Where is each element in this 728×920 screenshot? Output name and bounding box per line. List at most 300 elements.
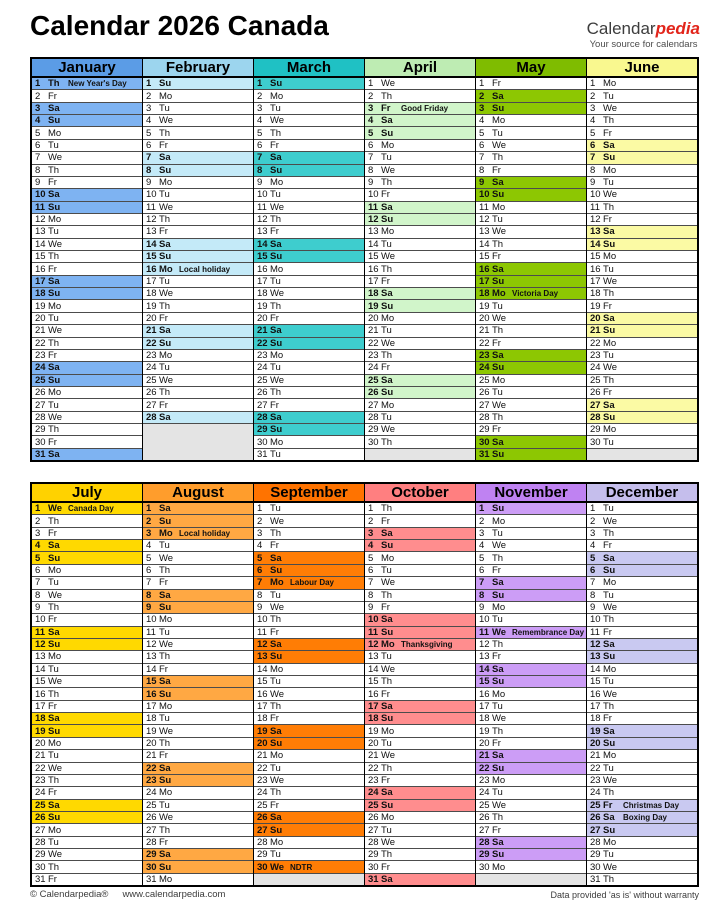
- weekday-abbr: Sa: [48, 102, 60, 114]
- day-cell-june-4: [587, 114, 697, 126]
- day-number: 21: [479, 750, 490, 762]
- weekday-abbr: Tu: [48, 226, 59, 238]
- day-number: 22: [368, 762, 379, 774]
- day-cell-may-4: [476, 114, 586, 126]
- weekday-abbr: We: [159, 115, 174, 127]
- day-number: 7: [479, 577, 485, 589]
- day-cell-march-25: [254, 374, 364, 386]
- day-cell-july-22: [32, 762, 142, 774]
- weekday-abbr: Tu: [603, 849, 614, 861]
- day-number: 3: [368, 102, 374, 114]
- weekday-abbr: Fr: [381, 775, 390, 787]
- day-cell-august-12: [143, 638, 253, 650]
- day-cell-december-13: [587, 650, 697, 662]
- weekday-abbr: Sa: [603, 226, 615, 238]
- month-column-june: [586, 59, 697, 460]
- weekday-abbr: Fr: [603, 214, 612, 226]
- day-number: 27: [35, 824, 46, 836]
- weekday-abbr: Mo: [492, 602, 506, 614]
- day-cell-january-3: [32, 102, 142, 114]
- day-number: 4: [368, 115, 374, 127]
- day-number: 1: [257, 78, 263, 90]
- day-number: 2: [368, 515, 374, 527]
- weekday-abbr: Su: [492, 503, 505, 515]
- day-number: 21: [257, 325, 268, 337]
- weekday-abbr: Th: [381, 762, 393, 774]
- day-number: 8: [146, 589, 152, 601]
- day-cell-december-31: [587, 873, 697, 885]
- day-number: 19: [368, 725, 379, 737]
- day-number: 11: [590, 626, 600, 638]
- day-number: 20: [479, 313, 490, 324]
- day-number: 21: [368, 750, 379, 762]
- day-cell-september-27: [254, 823, 364, 835]
- day-cell-november-9: [476, 601, 586, 613]
- day-cell-january-22: [32, 337, 142, 349]
- day-cell-february-16: [143, 262, 253, 274]
- weekday-abbr: We: [492, 226, 507, 238]
- weekday-abbr: We: [159, 374, 174, 386]
- weekday-abbr: Tu: [159, 626, 170, 638]
- weekday-abbr: Sa: [270, 152, 282, 164]
- day-number: 6: [590, 139, 596, 151]
- day-number: 16: [368, 688, 379, 700]
- day-cell-october-26: [365, 811, 475, 823]
- month-header-february: February: [143, 59, 253, 78]
- day-cell-february-10: [143, 188, 253, 200]
- day-cell-august-31: [143, 873, 253, 885]
- month-header-october: October: [365, 484, 475, 503]
- day-number: 20: [146, 738, 157, 749]
- day-number: 19: [257, 725, 268, 737]
- day-cell-february-4: [143, 114, 253, 126]
- day-number: 10: [35, 189, 46, 201]
- day-cell-october-18: [365, 712, 475, 724]
- day-cell-february-24: [143, 361, 253, 373]
- weekday-abbr: We: [381, 164, 396, 176]
- day-number: 7: [35, 577, 41, 589]
- weekday-abbr: We: [270, 115, 285, 127]
- footer-copyright: [30, 889, 225, 900]
- day-number: 12: [590, 214, 601, 226]
- day-number: 22: [146, 337, 157, 349]
- day-number: 25: [146, 799, 157, 811]
- weekday-abbr: Su: [492, 448, 505, 460]
- day-cell-may-9: [476, 176, 586, 188]
- weekday-abbr: Tu: [270, 676, 281, 688]
- day-number: 17: [368, 275, 379, 287]
- day-cell-february-6: [143, 139, 253, 151]
- weekday-abbr: We: [381, 78, 396, 90]
- day-number: 11: [479, 626, 490, 638]
- day-cell-july-21: [32, 749, 142, 761]
- day-number: 26: [146, 387, 157, 399]
- month-header-april: April: [365, 59, 475, 78]
- weekday-abbr: We: [492, 139, 507, 151]
- day-number: 14: [35, 238, 46, 250]
- weekday-abbr: Mo: [603, 577, 617, 589]
- day-cell-april-25: [365, 374, 475, 386]
- weekday-abbr: Mo: [159, 527, 173, 539]
- weekday-abbr: Th: [603, 201, 615, 213]
- weekday-abbr: Sa: [492, 177, 504, 189]
- weekday-abbr: Th: [159, 214, 171, 226]
- holiday-label: Canada Day: [68, 504, 114, 514]
- weekday-abbr: Su: [603, 824, 616, 836]
- day-cell-march-28: [254, 411, 364, 423]
- weekday-abbr: We: [603, 515, 618, 527]
- month-header-may: May: [476, 59, 586, 78]
- weekday-abbr: Mo: [159, 350, 173, 362]
- day-cell-june-12: [587, 213, 697, 225]
- weekday-abbr: Mo: [492, 515, 506, 527]
- day-number: 20: [257, 738, 268, 749]
- weekday-abbr: Tu: [48, 399, 59, 411]
- day-number: 3: [146, 102, 152, 114]
- day-number: 10: [479, 189, 490, 201]
- day-number: 15: [146, 676, 157, 688]
- day-cell-august-27: [143, 823, 253, 835]
- holiday-label: Victoria Day: [512, 289, 559, 299]
- day-cell-october-17: [365, 700, 475, 712]
- weekday-abbr: We: [48, 589, 63, 601]
- weekday-abbr: Su: [159, 688, 172, 700]
- day-number: 1: [590, 503, 596, 515]
- day-number: 21: [146, 750, 157, 762]
- weekday-abbr: Sa: [159, 411, 171, 423]
- day-cell-november-3: [476, 527, 586, 539]
- day-number: 30: [590, 436, 601, 448]
- day-number: 16: [590, 263, 601, 275]
- day-number: 30: [146, 861, 157, 873]
- day-number: 16: [479, 263, 490, 275]
- weekday-abbr: Th: [159, 564, 171, 576]
- day-cell-july-30: [32, 860, 142, 872]
- day-number: 21: [479, 325, 490, 337]
- day-cell-january-11: [32, 201, 142, 213]
- day-cell-july-12: [32, 638, 142, 650]
- day-cell-june-14: [587, 238, 697, 250]
- day-cell-september-26: [254, 811, 364, 823]
- day-number: 7: [146, 152, 152, 164]
- day-cell-august-29: [143, 848, 253, 860]
- day-number: 27: [368, 824, 379, 836]
- day-number: 31: [35, 873, 46, 885]
- weekday-abbr: We: [492, 540, 507, 552]
- weekday-abbr: We: [270, 288, 285, 300]
- day-cell-february-26: [143, 386, 253, 398]
- day-cell-april-8: [365, 164, 475, 176]
- day-cell-november-28: [476, 836, 586, 848]
- weekday-abbr: We: [381, 836, 396, 848]
- weekday-abbr: Fr: [381, 602, 390, 614]
- day-number: 28: [257, 411, 268, 423]
- day-cell-june-28: [587, 411, 697, 423]
- weekday-abbr: Th: [492, 238, 504, 250]
- weekday-abbr: Sa: [159, 152, 171, 164]
- day-number: 5: [257, 552, 263, 564]
- weekday-abbr: Fr: [603, 713, 612, 725]
- day-number: 22: [146, 762, 157, 774]
- day-cell-december-10: [587, 613, 697, 625]
- day-number: 18: [479, 288, 490, 300]
- weekday-abbr: Su: [270, 251, 283, 263]
- weekday-abbr: Mo: [48, 127, 62, 139]
- weekday-abbr: Su: [492, 589, 505, 601]
- weekday-abbr: Sa: [48, 540, 60, 552]
- weekday-abbr: We: [270, 688, 285, 700]
- day-cell-july-31: [32, 873, 142, 885]
- day-number: 16: [257, 688, 268, 700]
- day-cell-november-6: [476, 564, 586, 576]
- weekday-abbr: Fr: [492, 651, 501, 663]
- day-cell-october-23: [365, 774, 475, 786]
- day-number: 28: [479, 411, 490, 423]
- day-cell-july-3: [32, 527, 142, 539]
- day-number: 27: [590, 399, 601, 411]
- weekday-abbr: Tu: [48, 577, 59, 589]
- day-cell-february-18: [143, 287, 253, 299]
- day-number: 17: [35, 275, 46, 287]
- day-number: 21: [35, 750, 46, 762]
- empty-cell-november: [476, 873, 586, 885]
- weekday-abbr: Su: [492, 762, 505, 774]
- day-cell-november-21: [476, 749, 586, 761]
- day-number: 11: [368, 201, 379, 213]
- weekday-abbr: Mo: [603, 663, 617, 675]
- weekday-abbr: Tu: [270, 362, 281, 374]
- day-number: 29: [257, 424, 268, 436]
- day-number: 29: [368, 424, 379, 436]
- day-number: 28: [146, 411, 157, 423]
- day-number: 30: [35, 436, 46, 448]
- day-cell-march-24: [254, 361, 364, 373]
- day-cell-november-4: [476, 539, 586, 551]
- day-cell-september-20: [254, 737, 364, 749]
- day-cell-january-20: [32, 312, 142, 324]
- weekday-abbr: We: [492, 799, 507, 811]
- weekday-abbr: Tu: [492, 700, 503, 712]
- day-cell-may-22: [476, 337, 586, 349]
- day-number: 24: [35, 787, 46, 799]
- day-number: 27: [479, 824, 490, 836]
- weekday-abbr: Sa: [48, 713, 60, 725]
- day-number: 8: [35, 589, 41, 601]
- weekday-abbr: Fr: [381, 362, 390, 374]
- day-cell-october-9: [365, 601, 475, 613]
- day-number: 5: [146, 552, 152, 564]
- weekday-abbr: Tu: [492, 214, 503, 226]
- day-cell-june-15: [587, 250, 697, 262]
- day-cell-march-23: [254, 349, 364, 361]
- weekday-abbr: We: [603, 861, 618, 873]
- day-cell-august-6: [143, 564, 253, 576]
- weekday-abbr: Tu: [381, 325, 392, 337]
- day-number: 20: [590, 738, 601, 749]
- day-number: 18: [590, 288, 601, 300]
- day-cell-november-1: [476, 503, 586, 514]
- weekday-abbr: We: [159, 725, 174, 737]
- day-cell-october-21: [365, 749, 475, 761]
- day-number: 30: [479, 436, 490, 448]
- weekday-abbr: We: [603, 602, 618, 614]
- month-header-november: November: [476, 484, 586, 503]
- day-number: 10: [257, 614, 268, 626]
- weekday-abbr: Sa: [492, 436, 504, 448]
- weekday-abbr: Fr: [270, 313, 279, 324]
- calendar-second-half-table: [30, 482, 699, 887]
- day-cell-november-13: [476, 650, 586, 662]
- weekday-abbr: We: [48, 152, 63, 164]
- weekday-abbr: Fr: [492, 424, 501, 436]
- weekday-abbr: We: [48, 762, 63, 774]
- weekday-abbr: Sa: [381, 201, 393, 213]
- weekday-abbr: Sa: [270, 812, 282, 824]
- day-cell-november-30: [476, 860, 586, 872]
- day-number: 29: [35, 424, 46, 436]
- day-number: 23: [590, 775, 601, 787]
- day-cell-october-29: [365, 848, 475, 860]
- day-number: 12: [368, 214, 379, 226]
- day-number: 16: [146, 263, 157, 275]
- day-cell-march-30: [254, 435, 364, 447]
- day-number: 15: [479, 251, 490, 263]
- day-cell-february-14: [143, 238, 253, 250]
- weekday-abbr: Su: [159, 861, 172, 873]
- weekday-abbr: Sa: [270, 552, 282, 564]
- day-cell-january-30: [32, 435, 142, 447]
- day-number: 26: [479, 812, 490, 824]
- day-cell-july-26: [32, 811, 142, 823]
- day-number: 18: [257, 713, 268, 725]
- day-number: 7: [146, 577, 152, 589]
- day-cell-july-2: [32, 514, 142, 526]
- day-cell-june-20: [587, 312, 697, 324]
- day-cell-october-4: [365, 539, 475, 551]
- day-number: 30: [257, 861, 268, 873]
- day-cell-may-14: [476, 238, 586, 250]
- weekday-abbr: Tu: [159, 102, 170, 114]
- day-cell-march-10: [254, 188, 364, 200]
- day-cell-march-5: [254, 126, 364, 138]
- day-number: 8: [146, 164, 152, 176]
- day-cell-august-22: [143, 762, 253, 774]
- day-number: 29: [35, 849, 46, 861]
- holiday-label: Good Friday: [401, 103, 449, 113]
- weekday-abbr: Mo: [159, 177, 173, 189]
- day-cell-july-25: [32, 799, 142, 811]
- weekday-abbr: Su: [603, 325, 616, 337]
- day-cell-january-21: [32, 324, 142, 336]
- day-cell-april-1: [365, 78, 475, 89]
- weekday-abbr: Sa: [270, 725, 282, 737]
- day-number: 19: [590, 300, 601, 312]
- day-cell-july-1: [32, 503, 142, 514]
- day-cell-october-16: [365, 687, 475, 699]
- day-cell-november-5: [476, 551, 586, 563]
- empty-cell-february: [143, 435, 253, 447]
- day-number: 9: [257, 602, 263, 614]
- weekday-abbr: Fr: [48, 787, 57, 799]
- day-cell-june-30: [587, 435, 697, 447]
- weekday-abbr: Tu: [603, 503, 614, 515]
- day-number: 23: [146, 350, 157, 362]
- day-cell-september-11: [254, 626, 364, 638]
- weekday-abbr: We: [603, 102, 618, 114]
- weekday-abbr: We: [48, 325, 63, 337]
- weekday-abbr: Fr: [492, 738, 501, 749]
- weekday-abbr: Sa: [159, 503, 171, 515]
- day-cell-july-15: [32, 675, 142, 687]
- day-number: 25: [257, 799, 268, 811]
- day-cell-september-7: [254, 576, 364, 588]
- day-number: 13: [590, 651, 601, 663]
- day-number: 17: [479, 700, 490, 712]
- day-cell-september-25: [254, 799, 364, 811]
- day-cell-november-16: [476, 687, 586, 699]
- day-number: 26: [257, 387, 268, 399]
- day-cell-december-21: [587, 749, 697, 761]
- website-link[interactable]: www.calendarpedia.com: [122, 889, 226, 900]
- day-number: 18: [146, 713, 157, 725]
- day-cell-march-13: [254, 225, 364, 237]
- day-number: 15: [590, 251, 601, 263]
- holiday-label: Christmas Day: [623, 800, 680, 810]
- day-cell-july-9: [32, 601, 142, 613]
- day-number: 28: [479, 836, 490, 848]
- day-cell-january-16: [32, 262, 142, 274]
- day-cell-july-8: [32, 589, 142, 601]
- weekday-abbr: Mo: [48, 651, 62, 663]
- day-number: 1: [590, 78, 596, 90]
- month-column-may: [475, 59, 586, 460]
- weekday-abbr: Mo: [270, 750, 284, 762]
- weekday-abbr: Su: [270, 824, 283, 836]
- weekday-abbr: Sa: [381, 614, 393, 626]
- day-number: 4: [368, 540, 374, 552]
- day-number: 8: [479, 589, 485, 601]
- day-number: 27: [146, 399, 157, 411]
- day-cell-january-31: [32, 448, 142, 460]
- day-cell-november-29: [476, 848, 586, 860]
- day-cell-december-14: [587, 663, 697, 675]
- day-cell-june-11: [587, 201, 697, 213]
- day-cell-february-22: [143, 337, 253, 349]
- day-cell-july-23: [32, 774, 142, 786]
- weekday-abbr: Fr: [159, 313, 168, 324]
- day-cell-april-9: [365, 176, 475, 188]
- day-cell-may-26: [476, 386, 586, 398]
- weekday-abbr: Mo: [381, 313, 395, 324]
- weekday-abbr: We: [603, 189, 618, 201]
- day-number: 6: [146, 139, 152, 151]
- day-cell-february-28: [143, 411, 253, 423]
- weekday-abbr: Mo: [270, 836, 284, 848]
- weekday-abbr: Mo: [270, 90, 284, 102]
- day-cell-october-27: [365, 823, 475, 835]
- day-number: 25: [368, 374, 379, 386]
- day-number: 15: [257, 676, 268, 688]
- day-cell-june-17: [587, 275, 697, 287]
- day-cell-november-24: [476, 786, 586, 798]
- day-number: 22: [590, 762, 601, 774]
- day-number: 12: [479, 639, 490, 651]
- weekday-abbr: Sa: [381, 787, 393, 799]
- day-cell-may-24: [476, 361, 586, 373]
- day-number: 6: [590, 564, 596, 576]
- day-number: 3: [368, 527, 374, 539]
- day-cell-january-1: [32, 78, 142, 89]
